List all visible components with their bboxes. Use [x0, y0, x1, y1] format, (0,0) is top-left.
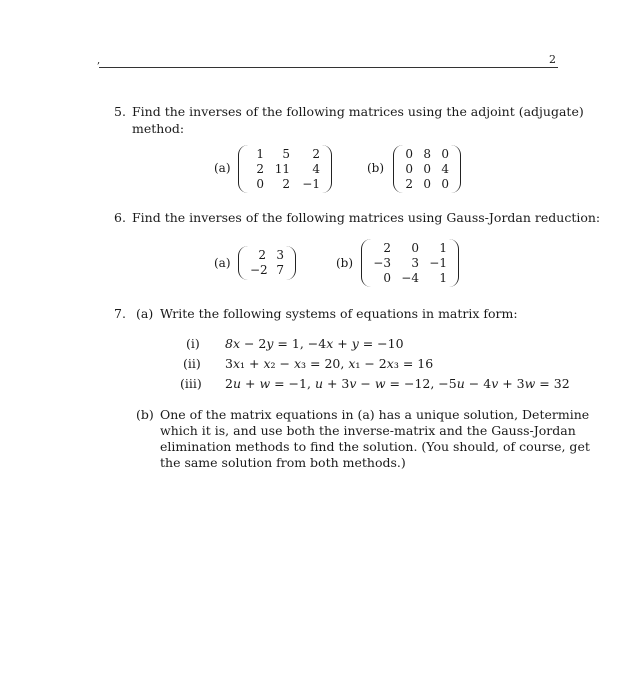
left-paren	[238, 145, 249, 193]
matrix-cell: 0	[441, 146, 449, 161]
q6a-matrix	[238, 246, 296, 280]
matrix-grid	[404, 147, 450, 192]
matrix-cell: 4	[441, 161, 449, 176]
system-label: (iii)	[180, 376, 202, 391]
matrix-cell: 5	[282, 146, 290, 161]
matrix-cell: 1	[439, 270, 447, 285]
q5-text-line1: Find the inverses of the following matrices using the adjoint (adjugate)	[132, 104, 584, 119]
q7b-line: which it is, and use both the inverse-matrix and the Gauss-Jordan	[160, 423, 576, 438]
q6-number: 6.	[114, 210, 126, 225]
q6b-label: (b)	[336, 256, 354, 270]
matrix-cell: 3	[276, 248, 284, 262]
q7b-line: elimination methods to find the solution. (You should, of course, get	[160, 439, 590, 454]
matrix-cell: 2	[312, 146, 320, 161]
q5b-label: (b)	[367, 161, 385, 175]
matrix-cell: 11	[274, 161, 290, 176]
matrix-cell: 0	[383, 270, 391, 285]
matrix-cell: 2	[383, 240, 391, 255]
matrix-cell: −2	[250, 263, 268, 277]
matrix-cell: 0	[423, 176, 431, 191]
q5-number: 5.	[114, 104, 126, 119]
system-equation: 3x₁ + x₂ − x₃ = 20, x₁ − 2x₃ = 16	[225, 356, 434, 371]
system-equation: 2u + w = −1, u + 3v − w = −12, −5u − 4v + 3w = 32	[225, 376, 570, 391]
matrix-cell: 0	[256, 176, 264, 191]
matrix-cell: 4	[312, 161, 320, 176]
q7b-line: One of the matrix equations in (a) has a unique solution, Determine	[160, 407, 590, 422]
matrix-cell: 0	[405, 161, 413, 176]
header-rule	[99, 67, 558, 68]
matrix-grid	[372, 241, 448, 286]
q5-text-line2: method:	[132, 121, 185, 136]
system-equation: 8x − 2y = 1, −4x + y = −10	[225, 336, 404, 351]
system-label: (i)	[186, 336, 200, 351]
matrix-cell: 0	[411, 240, 419, 255]
matrix-cell: −1	[429, 255, 447, 270]
matrix-cell: 3	[411, 255, 419, 270]
matrix-cell: 2	[258, 248, 266, 262]
matrix-cell: 1	[256, 146, 264, 161]
q7b-label: (b)	[136, 407, 154, 422]
matrix-cell: −3	[373, 255, 391, 270]
system-label: (ii)	[183, 356, 201, 371]
matrix-cell: −4	[401, 270, 419, 285]
matrix-cell: 7	[276, 263, 284, 277]
page-number: 2	[549, 53, 556, 66]
right-paren	[285, 246, 296, 280]
matrix-grid	[249, 248, 285, 278]
matrix-cell: 0	[441, 176, 449, 191]
matrix-cell: 2	[256, 161, 264, 176]
right-paren	[450, 145, 461, 193]
matrix-grid	[249, 147, 321, 192]
q5a-matrix	[238, 145, 332, 193]
left-paren	[393, 145, 404, 193]
matrix-cell: 8	[423, 146, 431, 161]
q5b-matrix	[393, 145, 461, 193]
matrix-cell: 2	[282, 176, 290, 191]
q5a-label: (a)	[214, 161, 231, 175]
q6b-matrix	[361, 239, 459, 287]
q7b-line: the same solution from both methods.)	[160, 455, 406, 470]
right-paren	[448, 239, 459, 287]
q6-text: Find the inverses of the following matrices using Gauss-Jordan reduction:	[132, 210, 601, 225]
right-paren	[321, 145, 332, 193]
matrix-cell: −1	[302, 176, 320, 191]
header-mark: ,	[97, 55, 101, 66]
left-paren	[361, 239, 372, 287]
q7-number: 7.	[114, 306, 126, 321]
q6a-label: (a)	[214, 256, 231, 270]
left-paren	[238, 246, 249, 280]
q7a-label: (a)	[136, 306, 154, 321]
matrix-cell: 0	[405, 146, 413, 161]
q7a-text: Write the following systems of equations in matrix form:	[160, 306, 518, 321]
matrix-cell: 1	[439, 240, 447, 255]
matrix-cell: 2	[405, 176, 413, 191]
matrix-cell: 0	[423, 161, 431, 176]
